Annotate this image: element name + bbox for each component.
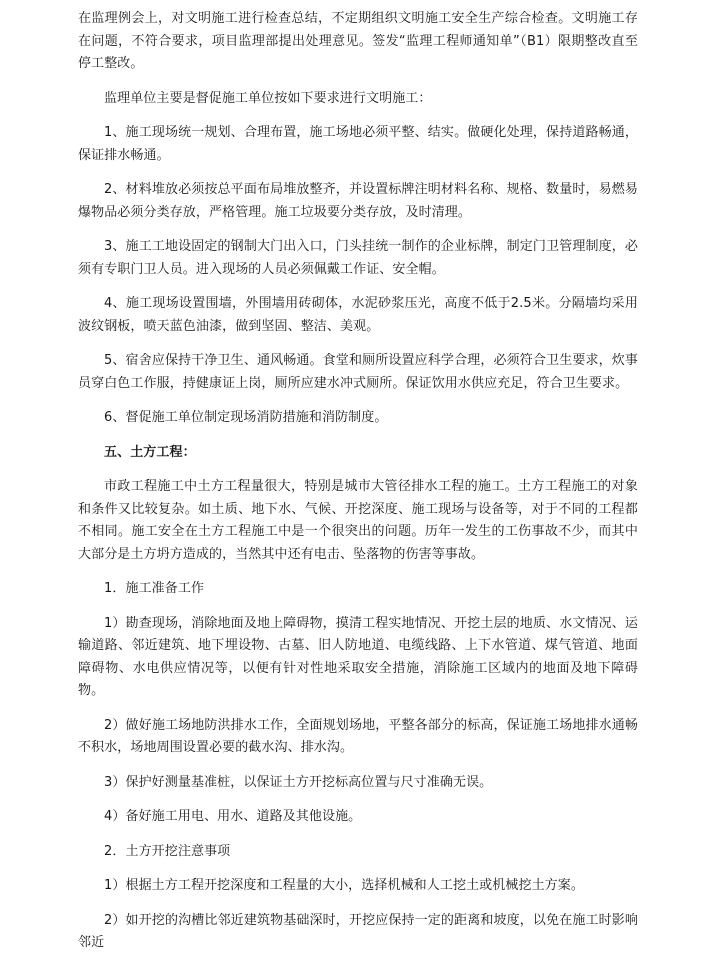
paragraph-11: 2）做好施工场地防洪排水工作，全面规划场地，平整各部分的标高，保证施工场地排水通畅不积水，场地周围设置必要的截水沟、排水沟。 (78, 717, 638, 755)
paragraph-8: 6、督促施工单位制定现场消防措施和消防制度。 (104, 410, 388, 425)
paragraph-6: 4、施工现场设置围墙，外围墙用砖砌体，水泥砂浆压光，高度不低于2.5米。分隔墙均采用波纹钢板，喷天蓝色油漆，做到坚固、整洁、美观。 (78, 296, 638, 334)
paragraph-14: 1）根据土方工程开挖深度和工程量的大小，选择机械和人工挖土或机械挖土方案。 (104, 878, 584, 893)
paragraph-10: 1）勘查现场，消除地面及地上障碍物，摸清工程实地情况、开挖土层的地质、水文情况、运输道路、邻近建筑、地下埋设物、古墓、旧人防地道、电缆线路、上下水管道、煤气管道、地面障碍物、水电供应情况等，以便有针对性地采取安全措施，消除施工区域内的地面及地下障碍物。 (78, 615, 638, 698)
paragraph-15: 2）如开挖的沟槽比邻近建筑物基础深时，开挖应保持一定的距离和坡度，以免在施工时影响邻近 (78, 912, 638, 950)
paragraph-12: 3）保护好测量基准桩，以保证土方开挖标高位置与尺寸准确无误。 (104, 774, 493, 790)
paragraph-1: 在监理例会上，对文明施工进行检查总结，不定期组织文明施工安全生产综合检查。文明施工存在问题，不符合要求，项目监理部提出处理意见。签发“监理工程师通知单”（B1）限期整改直至停工整改。 (78, 11, 638, 71)
paragraph-4: 2、材料堆放必须按总平面布局堆放整齐，并设置标牌注明材料名称、规格、数量时，易燃易爆物品必须分类存放，严格管理。施工垃圾要分类存放，及时清理。 (78, 182, 638, 220)
paragraph-5: 3、施工工地设固定的钢制大门出入口，门头挂统一制作的企业标牌，制定门卫管理制度，必须有专职门卫人员。进入现场的人员必须佩戴工作证、安全帽。 (78, 239, 638, 277)
paragraph-13: 4）备好施工用电、用水、道路及其他设施。 (104, 809, 362, 824)
paragraph-7: 5、宿舍应保持干净卫生、通风畅通。食堂和厕所设置应科学合理，必须符合卫生要求，炊事员穿白色工作服，持健康证上岗，厕所应建水冲式厕所。保证饮用水供应充足，符合卫生要求。 (78, 353, 638, 391)
subheading-2: 2．土方开挖注意事项 (104, 843, 231, 859)
paragraph-3: 1、施工现场统一规划、合理布置，施工场地必须平整、结实。做硬化处理，保持道路畅通，保证排水畅通。 (78, 125, 638, 163)
paragraph-9: 市政工程施工中土方工程量很大，特别是城市大管径排水工程的施工。土方工程施工的对象和条件又比较复杂。如土质、地下水、气候、开挖深度、施工现场与设备等，对于不同的工程都不相同。施工安全在土方工程施工中是一个很突出的问题。历年一发生的工伤事故不少，而其中大部分是土方坍方造成的，当然其中还有电击、坠落物的伤害等事故。 (78, 479, 638, 562)
paragraph-2: 监理单位主要是督促施工单位按如下要求进行文明施工： (104, 90, 432, 106)
subheading-1: 1．施工准备工作 (104, 581, 205, 596)
section-heading: 五、土方工程： (104, 444, 196, 460)
